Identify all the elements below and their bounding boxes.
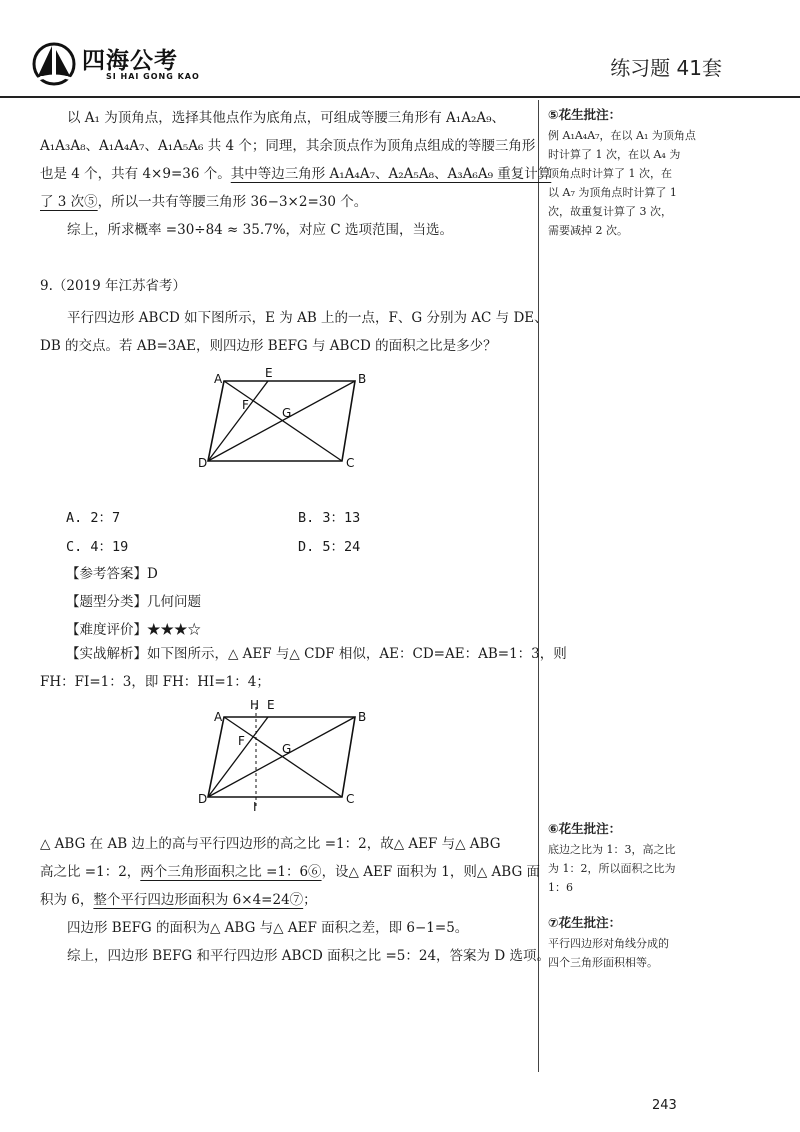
note-5-line-4: 以 A₇ 为顶角点时计算了 1 [548, 186, 677, 199]
parallelogram-figure-2 [190, 695, 380, 813]
prev-line-4b: ，所以一共有等腰三角形 36−3×2=30 个。 [97, 194, 368, 210]
solution-line-2b: 两个三角形面积之比 =1：6⑥ [140, 864, 322, 880]
option-c: C. 4：19 [66, 539, 129, 555]
solution-line-1: △ ABG 在 AB 边上的高与平行四边形的高之比 =1：2，故△ AEF 与△ ABG [40, 836, 501, 852]
prev-solution [40, 104, 552, 244]
difficulty-rating: 【难度评价】★★★☆ [66, 622, 201, 638]
margin-note-6 [548, 818, 718, 897]
logo-subtitle: SI HAI GONG KAO [106, 72, 200, 81]
prev-line-3 [40, 160, 552, 188]
question-stem-2: DB 的交点。若 AB=3AE，则四边形 BEFG 与 ABCD 的面积之比是多少？ [40, 338, 497, 354]
fig1-label-d: D [198, 456, 208, 470]
solution-line-3a: 积为 6， [40, 892, 94, 908]
prev-line-1: 以 A₁ 为顶角点，选择其他点作为底角点，可组成等腰三角形有 A₁A₂A₉、 [67, 110, 506, 126]
solution-block [40, 830, 550, 970]
solution-line-3c: ； [303, 892, 317, 908]
prev-line-3b: 其中等边三角形 A₁A₄A₇、A₂A₅A₈、A₃A₆A₉ 重复计算 [230, 166, 552, 182]
note-6-line-3: 1：6 [548, 881, 573, 894]
header-divider [0, 96, 800, 98]
option-a: A. 2：7 [66, 510, 121, 526]
prev-line-2: A₁A₃A₈、A₁A₄A₇、A₁A₅A₆ 共 4 个；同理，其余顶点作为顶角点组成的等腰三角形 [40, 138, 536, 154]
fig2-label-a: A [214, 710, 223, 724]
fig1-label-a: A [214, 372, 223, 386]
solution-line-5: 综上，四边形 BEFG 和平行四边形 ABCD 面积之比 =5：24，答案为 D 选项。 [67, 948, 550, 964]
fig2-label-e: E [267, 698, 275, 712]
parallelogram-figure-1 [190, 365, 380, 477]
fig2-segment-de [208, 717, 268, 797]
solution-line-3 [40, 886, 530, 914]
note-5-line-5: 次，故重复计算了 3 次， [548, 205, 672, 218]
solution-line-2c: ，设△ AEF 面积为 1，则△ ABG 面 [321, 864, 541, 880]
option-b: B. 3：13 [298, 510, 361, 526]
note-6-line-1: 底边之比为 1：3，高之比 [548, 843, 676, 856]
fig1-diagonal-bd [208, 381, 355, 461]
fig2-label-c: C [346, 792, 355, 806]
margin-divider [538, 100, 539, 1072]
fig1-label-e: E [265, 366, 273, 380]
logo-title: 四海公考 [82, 48, 178, 74]
fig2-diagonal-bd [208, 717, 355, 797]
fig1-label-g: G [282, 406, 292, 420]
prev-line-4a: 了 3 次⑤ [40, 194, 98, 210]
fig2-label-f: F [238, 734, 245, 748]
solution-line-3b: 整个平行四边形面积为 6×4=24⑦ [93, 892, 304, 908]
fig2-label-i: I [253, 800, 257, 813]
analysis-line-2: FH：FI=1：3，即 FH：HI=1：4； [40, 674, 270, 690]
set-title: 练习题 41套 [610, 56, 722, 80]
solution-line-2 [40, 858, 541, 886]
analysis-line-1: 【实战解析】如下图所示，△ AEF 与△ CDF 相似，AE：CD=AE：AB=1：3，则 [66, 646, 567, 662]
question-block [40, 272, 548, 360]
note-5-line-1: 例 A₁A₄A₇，在以 A₁ 为顶角点 [548, 129, 696, 142]
prev-line-4 [40, 188, 530, 216]
solution-line-2a: 高之比 =1：2， [40, 864, 141, 880]
margin-note-5 [548, 104, 718, 240]
margin-note-7 [548, 912, 718, 972]
fig1-diagonal-ac [224, 381, 342, 461]
note-6-line-2: 为 1：2，所以面积之比为 [548, 862, 676, 875]
note-6-title: ⑥花生批注： [548, 821, 622, 836]
sail-logo-icon [30, 38, 80, 88]
question-stem-1: 平行四边形 ABCD 如下图所示，E 为 AB 上的一点，F、G 分别为 AC 与 DE、 [67, 310, 548, 326]
fig2-diagonal-ac [224, 717, 342, 797]
note-7-title: ⑦花生批注： [548, 915, 622, 930]
fig2-label-b: B [358, 710, 367, 724]
fig1-segment-de [208, 381, 268, 461]
question-number: 9.（2019 年江苏省考） [40, 278, 187, 294]
note-7-line-1: 平行四边形对角线分成的 [548, 937, 669, 950]
fig2-label-d: D [198, 792, 208, 806]
prev-line-5: 综上，所求概率 =30÷84 ≈ 35.7%，对应 C 选项范围，当选。 [67, 222, 453, 238]
reference-answer: 【参考答案】D [66, 566, 158, 582]
page-number: 243 [652, 1098, 677, 1113]
question-type: 【题型分类】几何问题 [66, 594, 201, 610]
note-7-line-2: 四个三角形面积相等。 [548, 956, 658, 969]
fig2-label-g: G [282, 742, 292, 756]
fig2-label-h: H [250, 698, 260, 712]
fig1-label-c: C [346, 456, 355, 470]
note-5-title: ⑤花生批注： [548, 107, 622, 122]
note-5-line-3: 顶角点时计算了 1 次，在 [548, 167, 672, 180]
option-d: D. 5：24 [298, 539, 361, 555]
note-5-line-2: 时计算了 1 次，在以 A₄ 为 [548, 148, 681, 161]
publisher-logo [30, 38, 230, 90]
note-5-line-6: 需要减掉 2 次。 [548, 224, 628, 237]
fig1-label-f: F [242, 398, 249, 412]
prev-line-3a: 也是 4 个，共有 4×9=36 个。 [40, 166, 231, 182]
analysis-block [40, 640, 567, 696]
solution-line-4: 四边形 BEFG 的面积为△ ABG 与△ AEF 面积之差，即 6−1=5。 [67, 920, 469, 936]
fig1-label-b: B [358, 372, 367, 386]
